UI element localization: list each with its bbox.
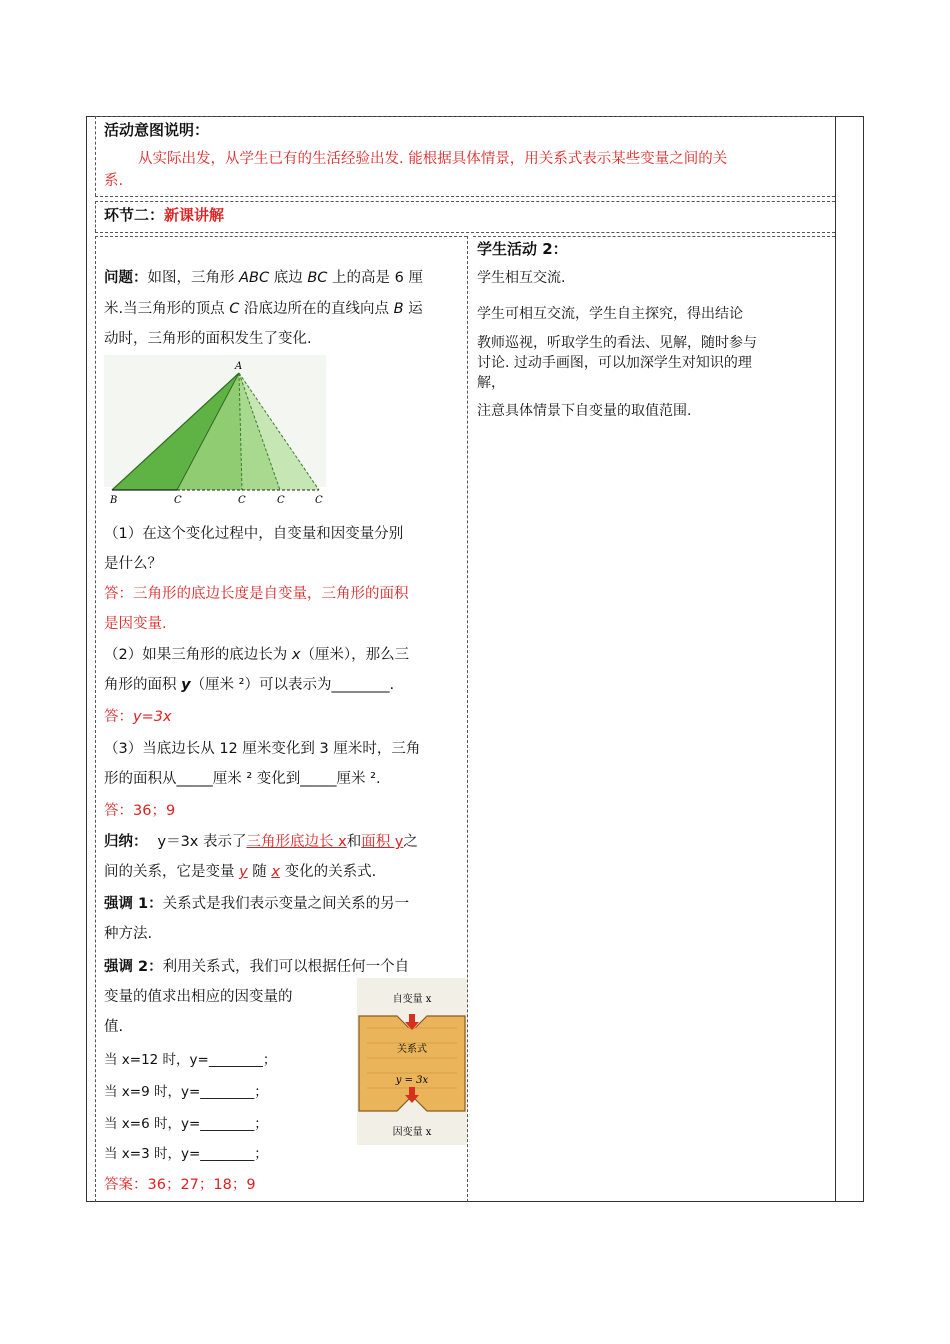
- summary-underline-1: 三角形底边长 x: [246, 834, 347, 850]
- summary-underline-2: 面积 y: [361, 834, 404, 850]
- question-2-line-2: [104, 673, 394, 694]
- student-activity-p2: 学生可相互交流，学生自主探究，得出结论: [477, 306, 743, 322]
- problem-text: 沿底边所在的直线向点: [239, 301, 394, 317]
- q2-text: 角形的面积: [104, 677, 182, 693]
- q2-text: （厘米），那么三: [300, 647, 410, 663]
- answer-2: [104, 705, 172, 726]
- question-3-line-2: 形的面积从_____厘米 ² 变化到_____厘米 ².: [104, 771, 381, 787]
- when-line-1: 当 x=12 时，y=________；: [104, 1052, 277, 1068]
- problem-label: 问题：: [104, 270, 148, 286]
- summary-label: 归纳：: [104, 834, 148, 850]
- summary-line-2: [104, 860, 376, 881]
- problem-line-1: [104, 266, 423, 287]
- emphasis-2-line-1: [104, 955, 409, 976]
- label-b: B: [393, 301, 404, 317]
- question-1-line-2: 是什么？: [104, 556, 162, 572]
- student-activity-title: 学生活动 2：: [477, 240, 568, 258]
- student-activity-p3-line-1: 教师巡视，听取学生的看法、见解，随时参与: [477, 335, 757, 351]
- student-activity-p3-line-3: 解，: [477, 375, 505, 391]
- summary-text: 和: [346, 834, 362, 850]
- triangle-figure: [104, 355, 326, 507]
- summary-line-1: [104, 830, 418, 851]
- problem-text: 底边: [269, 270, 308, 286]
- emphasis-2-line-3: 值.: [104, 1019, 124, 1035]
- problem-text: 运: [403, 301, 423, 317]
- point-c-label-2: C: [238, 495, 246, 506]
- function-machine-figure: [357, 978, 467, 1145]
- summary-text: 变化的关系式.: [280, 864, 377, 880]
- q2-text: （2）如果三角形的底边长为: [104, 647, 292, 663]
- box2-left-border: [95, 201, 96, 232]
- student-activity-p1: 学生相互交流.: [477, 270, 566, 286]
- answer-prefix: 答：: [104, 709, 133, 725]
- label-c: C: [229, 301, 240, 317]
- summary-text: y＝3x 表示了: [157, 834, 247, 850]
- problem-line-3: 动时，三角形的面积发生了变化.: [104, 331, 312, 347]
- emphasis-1-label: 强调 1：: [104, 896, 163, 912]
- label-bc: BC: [307, 270, 328, 286]
- q2-text: （厘米 ²）可以表示为________.: [190, 677, 395, 693]
- var-y: y: [181, 677, 191, 693]
- var-x: x: [291, 647, 301, 663]
- machine-output-label: 因变量 x: [392, 1127, 432, 1138]
- section-title-prefix: 环节二：: [104, 206, 165, 224]
- emphasis-1-line-1: [104, 892, 409, 913]
- emphasis-1-line-2: 种方法.: [104, 926, 153, 942]
- left-col-top-border: [95, 236, 467, 237]
- question-2-line-1: [104, 643, 409, 664]
- point-c-label-4: C: [315, 495, 323, 506]
- summary-text: 随: [247, 864, 272, 880]
- summary-text: 间的关系，它是变量: [104, 864, 240, 880]
- label-abc: ABC: [239, 270, 270, 286]
- when-line-4: 当 x=3 时，y=________；: [104, 1146, 268, 1162]
- emphasis-1-text: 关系式是我们表示变量之间关系的另一: [162, 896, 410, 912]
- machine-input-label: 自变量 x: [392, 994, 432, 1005]
- when-line-2: 当 x=9 时，y=________；: [104, 1084, 268, 1100]
- student-activity-p3-line-2: 讨论. 过动手画图，可以加深学生对知识的理: [477, 355, 752, 371]
- problem-text: 米.当三角形的顶点: [104, 301, 230, 317]
- answer-formula: y=3x: [133, 709, 172, 725]
- column-divider: [467, 236, 468, 1202]
- when-line-3: 当 x=6 时，y=________；: [104, 1116, 268, 1132]
- box2-bottom-border: [95, 232, 835, 233]
- summary-text: 之: [403, 834, 418, 850]
- section-title: [104, 207, 224, 223]
- emphasis-2-text: 利用关系式，我们可以根据任何一个自: [162, 959, 410, 975]
- left-col-left-border: [95, 236, 96, 1202]
- activity-intent-line-2: 系.: [104, 173, 124, 189]
- student-activity-p4: 注意具体情景下自变量的取值范围.: [477, 403, 692, 419]
- question-1-line-1: （1）在这个变化过程中，自变量和因变量分别: [104, 526, 404, 542]
- activity-intent-line-1: 从实际出发，从学生已有的生活经验出发. 能根据具体情景，用关系式表示某些变量之间的关: [138, 151, 728, 167]
- problem-text: 如图，三角形: [147, 270, 240, 286]
- frame-right-rule: [835, 116, 836, 1202]
- machine-formula: y = 3x: [395, 1075, 429, 1086]
- point-c-label-1: C: [174, 495, 182, 506]
- box1-left-border: [95, 116, 96, 196]
- section-title-highlight: 新课讲解: [164, 206, 225, 224]
- point-c-label-3: C: [277, 495, 285, 506]
- problem-line-2: [104, 297, 423, 318]
- answer-1-line-1: 答：三角形的底边长度是自变量，三角形的面积: [104, 586, 409, 602]
- emphasis-2-label: 强调 2：: [104, 959, 163, 975]
- problem-text: 上的高是 6 厘: [327, 270, 423, 286]
- summary-var-x: x: [271, 864, 281, 880]
- activity-intent-title: 活动意图说明：: [104, 121, 210, 139]
- point-b-label: B: [110, 495, 118, 506]
- summary-var-y: y: [239, 864, 248, 880]
- emphasis-2-line-2: 变量的值求出相应的因变量的: [104, 989, 293, 1005]
- answers-line: 答案：36；27；18；9: [104, 1177, 256, 1193]
- machine-relation-label: 关系式: [397, 1044, 427, 1055]
- answer-3: 答：36；9: [104, 803, 176, 819]
- apex-label: A: [235, 361, 243, 372]
- box2-top-border: [95, 201, 835, 202]
- right-col-top-border: [473, 236, 835, 237]
- answer-1-line-2: 是因变量.: [104, 616, 167, 632]
- box1-bottom-border: [95, 196, 835, 197]
- box1-top-border: [95, 116, 835, 117]
- question-3-line-1: （3）当底边长从 12 厘米变化到 3 厘米时，三角: [104, 741, 421, 757]
